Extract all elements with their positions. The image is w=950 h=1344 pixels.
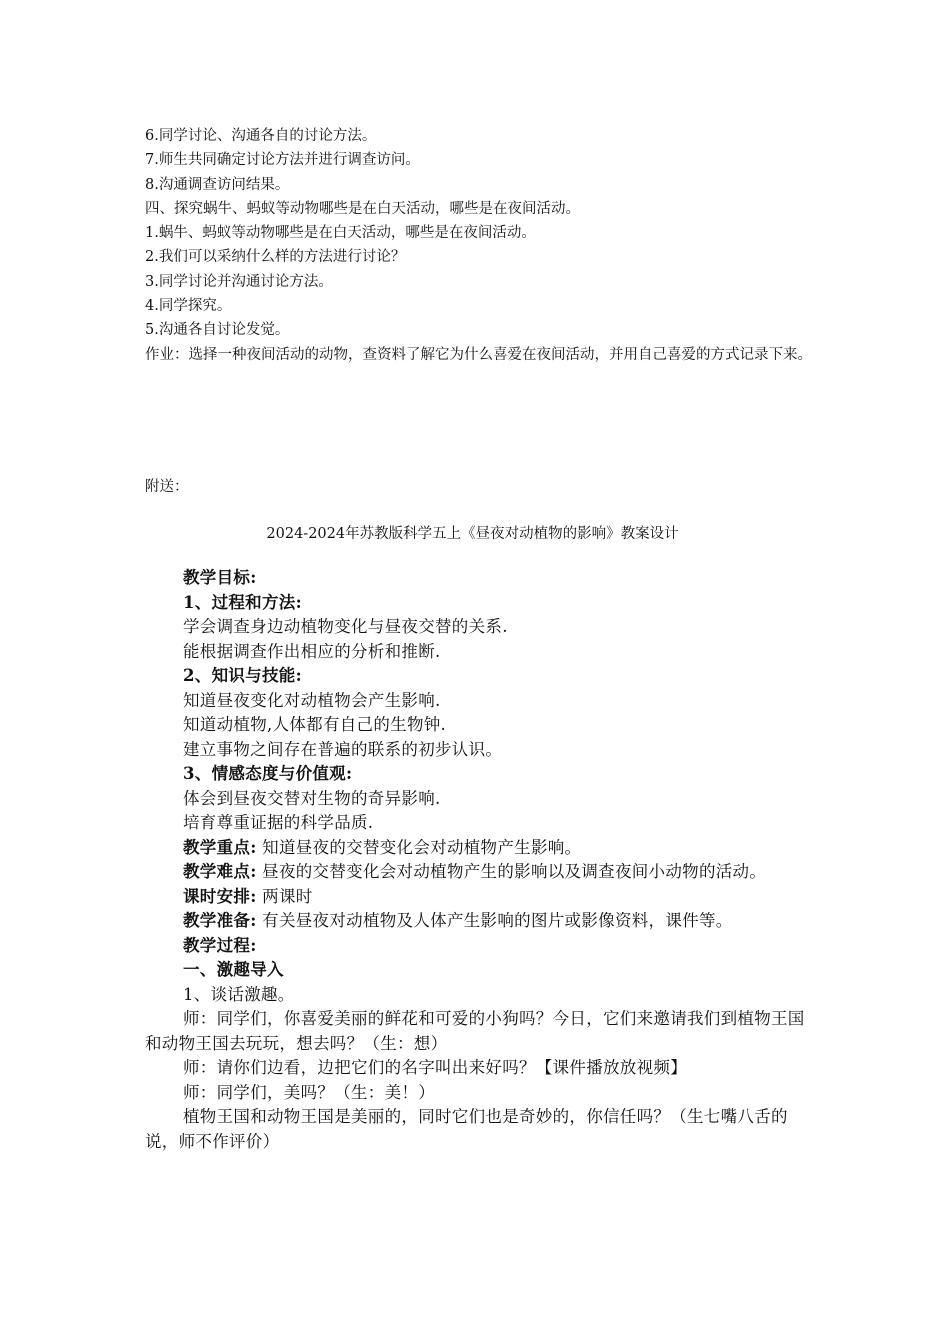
goals-heading: 教学目标: xyxy=(183,568,257,587)
lesson-plan-body xyxy=(145,566,810,1154)
goal-item: 能根据调查作出相应的分析和推断. xyxy=(183,641,441,661)
preparation-text: 有关昼夜对动植物及人体产生影响的图片或影像资料，课件等。 xyxy=(256,911,733,930)
difficulties-text: 昼夜的交替变化会对动植物产生的影响以及调查夜间小动物的活动。 xyxy=(256,862,767,881)
step-line: 2.我们可以采纳什么样的方法进行讨论？ xyxy=(145,249,406,266)
homework-text: 作业：选择一种夜间活动的动物，查资料了解它为什么喜爱在夜间活动，并用自己喜爱的方式记录下来。 xyxy=(145,346,812,363)
goal-item: 知道昼夜变化对动植物会产生影响. xyxy=(183,690,441,710)
preparation-label: 教学准备: xyxy=(183,911,257,930)
key-points xyxy=(145,836,810,861)
step-line: 7.师生共同确定讨论方法并进行调查访问。 xyxy=(145,152,420,169)
schedule-label: 课时安排: xyxy=(183,886,257,906)
goal-item: 培育尊重证据的科学品质. xyxy=(183,813,374,832)
step-line: 5.沟通各自讨论发觉。 xyxy=(145,322,290,339)
goal-item: 学会调查身边动植物变化与昼夜交替的关系. xyxy=(183,617,508,636)
section-heading: 四、探究蜗牛、蚂蚁等动物哪些是在白天活动，哪些是在夜间活动。 xyxy=(145,200,580,217)
step-line: 3.同学讨论并沟通讨论方法。 xyxy=(145,273,333,290)
preparation xyxy=(145,909,810,934)
step-line: 6.同学讨论、沟通各自的讨论方法。 xyxy=(145,128,377,144)
process-heading: 教学过程: xyxy=(183,935,257,955)
goal-item: 建立事物之间存在普遍的联系的初步认识。 xyxy=(183,739,503,759)
section1-heading: 1、过程和方法: xyxy=(183,592,302,612)
step-line: 1.蜗牛、蚂蚁等动物哪些是在白天活动，哪些是在夜间活动。 xyxy=(145,225,536,242)
difficulties xyxy=(145,860,810,885)
difficulties-label: 教学难点: xyxy=(183,862,257,881)
dialog-paragraph: 植物王国和动物王国是美丽的，同时它们也是奇妙的，你信任吗？（生七嘴八舌的说，师不作评价） xyxy=(145,1107,788,1151)
part1-heading: 一、激趣导入 xyxy=(183,960,284,979)
section3-heading: 3、情感态度与价值观: xyxy=(183,764,353,783)
schedule xyxy=(145,885,810,910)
dialog-paragraph: 师：同学们，美吗？（生：美！） xyxy=(183,1082,435,1102)
goal-item: 知道动植物,人体都有自己的生物钟. xyxy=(183,715,447,734)
step-line: 4.同学探究。 xyxy=(145,298,232,315)
previous-lesson-steps xyxy=(145,124,825,367)
step-item: 1、谈话激趣。 xyxy=(183,984,295,1004)
dialog-paragraph: 师：同学们，你喜爱美丽的鲜花和可爱的小狗吗？今日，它们来邀请我们到植物王国和动物王国去玩玩，想去吗？（生：想） xyxy=(145,1009,805,1053)
key-points-label: 教学重点: xyxy=(183,837,257,857)
document-title: 2024-2024年苏教版科学五上《昼夜对动植物的影响》教案设计 xyxy=(266,526,679,542)
goal-item: 体会到昼夜交替对生物的奇异影响. xyxy=(183,788,441,808)
step-line: 8.沟通调查访问结果。 xyxy=(145,176,290,193)
dialog-paragraph: 师：请你们边看，边把它们的名字叫出来好吗？【课件播放放视频】 xyxy=(183,1058,687,1077)
attachment-label: 附送： xyxy=(145,479,189,495)
section2-heading: 2、知识与技能: xyxy=(183,666,302,685)
key-points-text: 知道昼夜的交替变化会对动植物产生影响。 xyxy=(256,837,582,857)
schedule-text: 两课时 xyxy=(256,886,313,906)
